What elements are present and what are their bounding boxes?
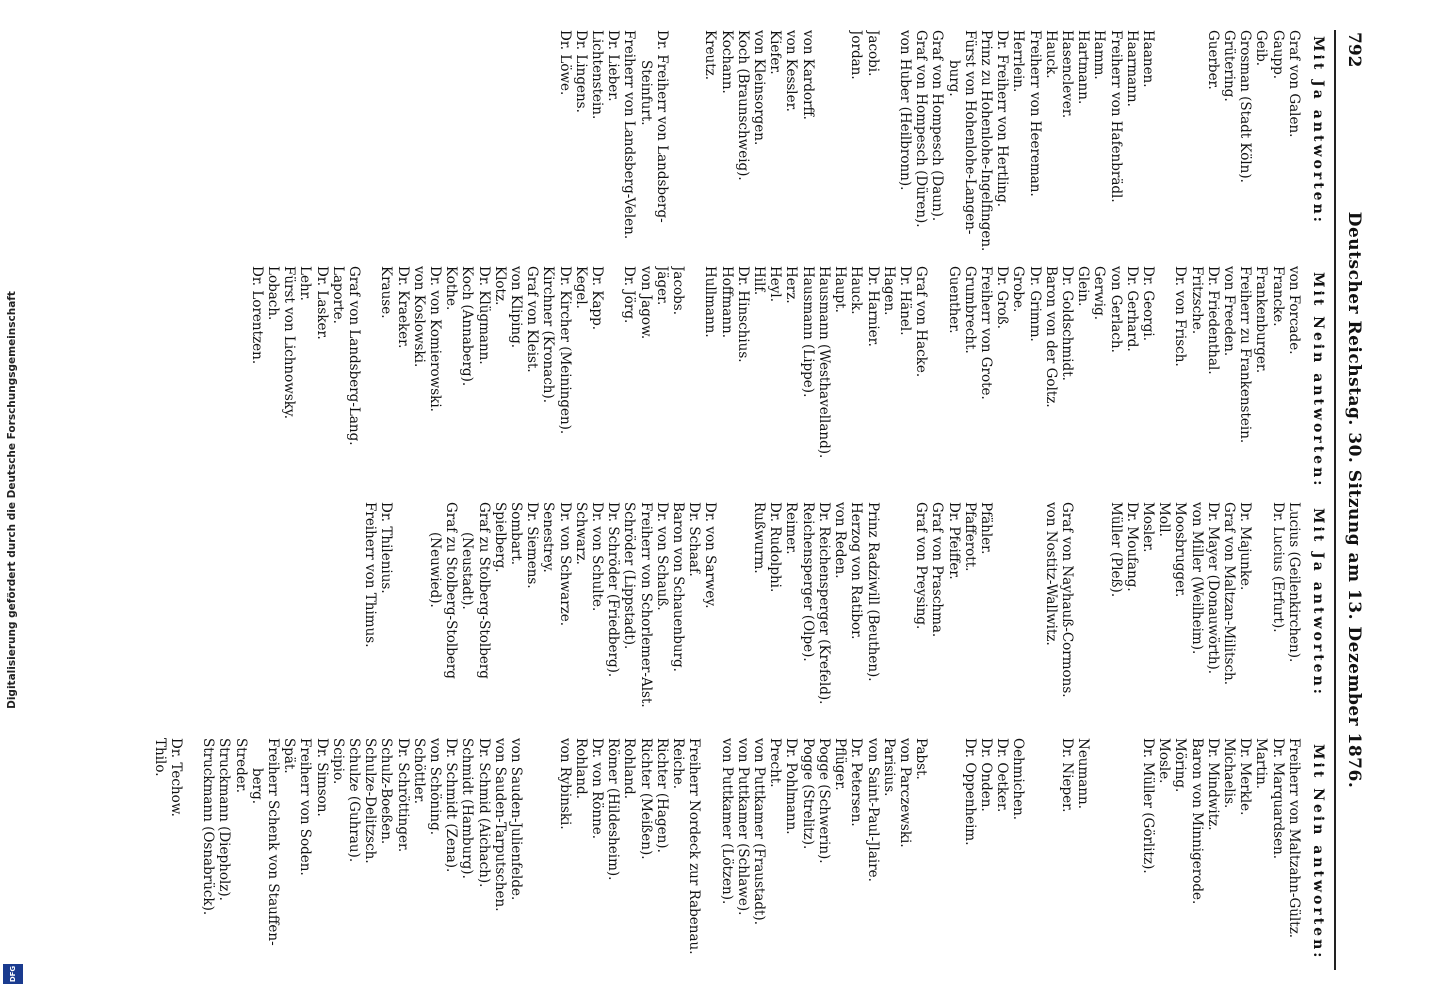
list-item: Dr. Petersen. (848, 738, 865, 827)
list-item: Dr. Lieber. (605, 30, 622, 102)
dfg-logo: DFG (3, 964, 23, 984)
list-item: von Freeden. (1220, 266, 1237, 357)
list-item: Heyl. (767, 266, 784, 302)
list-item: Dr. Hänel. (896, 266, 913, 336)
list-item: von Reden. (832, 502, 849, 579)
list-item: Dr. Lingens. (572, 30, 589, 113)
list-item: Laporte. (329, 266, 346, 324)
list-item: Jacobs. (670, 266, 687, 316)
list-item (1043, 738, 1059, 966)
column-nein-left (249, 266, 1326, 494)
list-item: Grosman (Stadt Köln). (1237, 30, 1254, 183)
list-item: Pfafferott. (961, 502, 978, 572)
list-item: Martin. (1253, 738, 1270, 790)
list-item: berg. (248, 768, 265, 805)
list-item: Fürst von Lichnowsky. (281, 266, 298, 420)
list-item: Gerwig. (1091, 266, 1108, 321)
list-item (718, 502, 734, 730)
list-item: Parisius. (880, 738, 897, 797)
list-item (184, 738, 200, 966)
list-item: Dr. von Rönne. (589, 738, 606, 840)
list-item: Graf zu Stolberg-Stolberg (475, 502, 492, 679)
list-item: Fürst von Hohenlohe-Langen- (961, 30, 978, 235)
list-item (816, 30, 832, 258)
list-item (686, 30, 702, 258)
list-item (362, 266, 378, 494)
list-item (897, 502, 913, 730)
list-item (945, 738, 961, 966)
list-item: Grütering. (1220, 30, 1237, 102)
list-item: Graf von Nayhauß-Cormons. (1058, 502, 1075, 698)
list-item: Dr. Mindwitz. (1204, 738, 1221, 831)
list-item: Dr. Oppenheim. (961, 738, 978, 846)
list-item: Jacobi. (864, 30, 881, 77)
list-item: Hauck. (1042, 30, 1059, 79)
list-item: von Rybinski. (556, 738, 573, 830)
list-item: von Parczewski. (896, 738, 913, 848)
list-item: Guerber. (1204, 30, 1221, 90)
list-item (1156, 30, 1172, 258)
list-item: Hamm. (1091, 30, 1108, 80)
list-item: Kreutz. (702, 30, 719, 81)
list-item: von Nostitz-Wallwitz. (1042, 502, 1059, 646)
list-item: von Kessler. (783, 30, 800, 112)
list-item: Jordan. (848, 30, 865, 80)
list-item: Spät. (281, 738, 298, 774)
document-page (66, 30, 1366, 970)
list-item: Neumann. (1075, 738, 1092, 810)
list-item: Schulze (Guhrau). (346, 738, 363, 863)
section-heading: Mit Ja antworten: (1310, 36, 1326, 225)
list-item: von Huber (Heilbronn). (896, 30, 913, 191)
list-item: Dr. Marquardsen. (1269, 738, 1286, 860)
list-item: von Kardorff. (799, 30, 816, 120)
list-item: von Jagow. (637, 266, 654, 340)
column-ja-left (556, 30, 1326, 258)
list-item: Moosbrugger. (1172, 502, 1189, 598)
name-list (556, 30, 1301, 258)
list-item: Dr. Kapp. (589, 266, 606, 331)
list-item: Mosle. (1156, 738, 1173, 784)
page-footer (0, 18, 24, 982)
list-item: Graf von Hompesch (Daun). (929, 30, 946, 222)
list-item: Glein. (1075, 266, 1092, 307)
list-item: Dr. Merkle. (1237, 738, 1254, 816)
list-item: Kochann. (718, 30, 735, 94)
list-item: Reimer. (783, 502, 800, 555)
list-item (524, 738, 540, 966)
list-item: Dr. von Schwarze. (556, 502, 573, 627)
list-item (1026, 738, 1042, 966)
list-item: Dr. Onden. (977, 738, 994, 812)
list-item: Lucius (Geilenkirchen). (1285, 502, 1302, 663)
list-item (832, 30, 848, 258)
list-item: Hauck. (848, 266, 865, 315)
list-item: Dr. Schaaf. (686, 502, 703, 577)
list-item: Pflüger. (832, 738, 849, 791)
list-item: Guenther. (945, 266, 962, 334)
list-item: Dr. Mayer (Donauwörth). (1204, 502, 1221, 675)
list-item: Dr. Freiherr von Landsberg- (653, 30, 670, 223)
list-item: Hullmann. (702, 266, 719, 338)
list-item: Graf von Galen. (1285, 30, 1302, 138)
list-item: Lehr. (297, 266, 314, 301)
list-item: Schmidt (Hamburg). (459, 738, 476, 879)
list-item: Dr. Lasker. (313, 266, 330, 340)
list-item: Senestrey. (540, 502, 557, 573)
list-item: Herrlein. (1010, 30, 1027, 93)
list-item: Moll. (1156, 502, 1173, 537)
page-header (1334, 30, 1366, 970)
list-item: Freiherr von Maltzahn-Gültz. (1285, 738, 1302, 939)
list-item (994, 502, 1010, 730)
list-item: von Puttkamer (Schlawe). (734, 738, 751, 916)
list-item: Graf von Maltzan-Militsch. (1220, 502, 1237, 686)
list-item: Dr. Simson. (313, 738, 330, 817)
list-item: Müller (Pleß). (1107, 502, 1124, 598)
list-item: Pogge (Strelitz). (799, 738, 816, 850)
list-item: Herz. (783, 266, 800, 304)
list-item: Graf von Preysing. (913, 502, 930, 630)
list-item: Oehmichen. (1010, 738, 1027, 821)
funding-note: Digitalisierung gefördert durch die Deutsche Forschungsgemeinschaft (6, 291, 18, 709)
list-item: Dr. Hinschius. (734, 266, 751, 363)
list-item: Dr. Pohlmann. (783, 738, 800, 835)
list-item (670, 30, 686, 258)
list-item: Hausmann (Lippe). (799, 266, 816, 398)
list-item: Streder. (232, 738, 249, 794)
list-item: Graf von Hompesch (Düren). (913, 30, 930, 228)
list-item: Dr. von Frisch. (1172, 266, 1189, 367)
list-item: burg. (945, 60, 962, 97)
column-nein-right (151, 738, 1326, 966)
list-item: Kirchner (Kronach). (540, 266, 557, 404)
list-item: Dr. Groß. (994, 266, 1011, 330)
list-item: Dr. Jörg. (621, 266, 638, 324)
list-item (929, 738, 945, 966)
list-item: Dr. von Komierowski. (427, 266, 444, 412)
list-item: Geib. (1253, 30, 1270, 67)
list-item: Michaelis. (1220, 738, 1237, 809)
list-item: Kegel. (572, 266, 589, 309)
list-item: Dr. Rudolphi. (767, 502, 784, 593)
list-item: Dr. Schröder (Friedberg). (605, 502, 622, 678)
list-item: Dr. Nieper. (1058, 738, 1075, 813)
list-item: Pabst. (913, 738, 930, 780)
list-item (929, 266, 945, 494)
list-item: Dr. Siemens. (524, 502, 541, 589)
list-item (1026, 502, 1042, 730)
list-item: von Sauden-Tarputschen. (491, 738, 508, 912)
list-item: von Gerlach. (1107, 266, 1124, 353)
list-item: Dr. Kraeker. (394, 266, 411, 349)
list-item: Baron von Schauenburg. (670, 502, 687, 672)
list-item: Lobach. (265, 266, 281, 321)
list-item: Dr. Müller (Görlitz). (1139, 738, 1156, 874)
list-item: Graf von Landsberg-Lang. (346, 266, 363, 446)
list-item: Lichtenstein. (589, 30, 606, 120)
list-item: Dr. Friedenthal. (1204, 266, 1221, 375)
list-item: Freiherr von Heereman. (1026, 30, 1043, 197)
list-item: Freiherr von Thimus. (362, 502, 379, 648)
list-item: Graf von Hacke. (913, 266, 930, 378)
list-item: Dr. Thilenius. (378, 502, 395, 594)
list-item: Dr. von Schulte. (589, 502, 606, 612)
list-item: Dr. Techow. (167, 738, 184, 817)
list-item (1075, 502, 1091, 730)
list-item: Steinfurt. (637, 60, 654, 126)
list-item (1253, 502, 1269, 730)
list-item: Dr. Georgi. (1139, 266, 1156, 341)
list-item: von Puttkamer (Lötzen). (718, 738, 735, 905)
list-item: Pfähler. (977, 502, 994, 555)
list-item (605, 266, 621, 494)
name-list (151, 738, 1301, 966)
list-item: Haarmann. (1123, 30, 1140, 107)
section-heading: Mit Nein antworten: (1310, 272, 1326, 489)
list-item (1010, 502, 1026, 730)
list-item: Herzog von Ratibor. (848, 502, 865, 640)
list-item: von Koslowski. (410, 266, 427, 368)
list-item: Freiherr Nordeck zur Rabenau. (686, 738, 703, 955)
list-item: Reiche. (670, 738, 687, 790)
list-item (394, 502, 410, 730)
list-item: Baron von der Goltz. (1042, 266, 1059, 408)
list-item: Dr. von Schauß. (653, 502, 670, 611)
list-item: Dr. Oetker. (994, 738, 1011, 813)
list-item: Haanen. (1139, 30, 1156, 88)
list-item: von Schöning. (427, 738, 444, 836)
list-item: Haupt. (832, 266, 849, 313)
list-item: Fritzsche. (1188, 266, 1205, 335)
list-item (702, 738, 718, 966)
list-item: Schwarz. (572, 502, 589, 565)
list-item: Dr. Grimm. (1026, 266, 1043, 342)
list-item: Dr. Kircher (Meiningen). (556, 266, 573, 435)
list-item: Grobe. (1010, 266, 1027, 313)
list-item: Krause. (378, 266, 395, 319)
list-item: Graf zu Stolberg-Stolberg (443, 502, 460, 679)
list-item (686, 266, 702, 494)
list-item: Koch (Braunschweig). (734, 30, 751, 181)
list-item: Gaupp. (1269, 30, 1286, 80)
list-item: Dr. Freiherr von Hertling. (994, 30, 1011, 208)
list-item: Dr. Schmid (Aichach). (475, 738, 492, 888)
list-item: Dr. Schmidt (Zena). (443, 738, 460, 873)
list-item: Dr. Schröttinger. (394, 738, 411, 853)
list-item: Klotz. (491, 266, 508, 306)
list-item: Dr. Löwe. (556, 30, 573, 96)
list-item: Jäger. (653, 266, 670, 306)
list-item: Spielberg. (491, 502, 508, 573)
list-item: Sombart. (508, 502, 525, 566)
list-item: Freiherr von Landsberg-Velen. (621, 30, 638, 240)
list-item: Dr. Lorentzen. (248, 266, 265, 365)
list-item: Hagen. (880, 266, 897, 316)
list-item: Hoffmann. (718, 266, 735, 339)
list-item: (Neustadt). (459, 532, 476, 610)
upper-half (151, 30, 1326, 970)
list-item: Schöttler. (410, 738, 427, 805)
list-item: Prinz zu Hohenlohe-Ingelfingen. (977, 30, 994, 252)
list-item: Schulz-Boeßen. (378, 738, 395, 845)
page-number: 792 (1344, 32, 1364, 68)
section-heading: Mit Nein antworten: (1310, 744, 1326, 961)
list-item: von Saint-Paul-Jlaire. (864, 738, 881, 882)
list-item (411, 502, 427, 730)
list-item: Francke. (1269, 266, 1286, 327)
list-item: von Sauden-Julienfelde. (508, 738, 525, 901)
list-item: Richter (Hagen). (653, 738, 670, 853)
list-item: Dr. Gerhard. (1123, 266, 1140, 352)
list-item: Rußwurm. (751, 502, 768, 574)
list-item: Freiherr von Soden. (297, 738, 314, 876)
list-item (1188, 30, 1204, 258)
list-item: Hausmann (Westhavelland). (815, 266, 832, 459)
list-item: Graf von Kleist. (524, 266, 541, 373)
list-item: Pogge (Schwerin). (815, 738, 832, 864)
list-item (1107, 738, 1123, 966)
list-item: von Kliping. (508, 266, 525, 349)
list-item: Graf von Praschma. (929, 502, 946, 638)
list-item: Dr. Harnier. (864, 266, 881, 347)
list-item (1091, 738, 1107, 966)
list-item: Kothe. (443, 266, 460, 311)
page-title: Deutscher Reichstag. 30. Sitzung am 13. Dezember 1876. (1344, 211, 1364, 789)
list-item (881, 502, 897, 730)
list-item: Freiherr von Hafenbrädl. (1107, 30, 1124, 203)
list-item: Freiherr von Schorlemer-Alst. (637, 502, 654, 708)
list-item: Freiherr zu Frankenstein. (1237, 266, 1254, 444)
list-item: Scipio. (329, 738, 346, 785)
list-item: Dr. Klügmann. (475, 266, 492, 365)
column-ja-right (362, 502, 1326, 730)
list-item: Hilf. (751, 266, 768, 296)
list-item: Schulze-Delitzsch. (362, 738, 379, 864)
list-item: Dr. Pfeiffer. (945, 502, 962, 580)
list-item: Römer (Hildesheim). (605, 738, 622, 881)
list-item: Schröder (Lippstadt). (621, 502, 638, 650)
list-item: Baron von Minnigerode. (1188, 738, 1205, 905)
list-item (1172, 30, 1188, 258)
list-item: von Miller (Weilheim). (1188, 502, 1205, 655)
list-item (1156, 266, 1172, 494)
list-item: Richter (Meißen). (637, 738, 654, 860)
list-item: Prinz Radziwill (Beuthen). (864, 502, 881, 682)
list-item (540, 738, 556, 966)
list-item: Frankenburger. (1253, 266, 1270, 374)
list-item: Struckmann (Osnabrück). (200, 738, 217, 916)
list-item: Mosler. (1139, 502, 1156, 553)
list-item: Dr. Lucius (Erfurt). (1269, 502, 1286, 633)
list-item: Dr. Majunke. (1237, 502, 1254, 591)
section-heading: Mit Ja antworten: (1310, 508, 1326, 697)
list-item (881, 30, 897, 258)
list-item: Freiherr Schenk von Stauffen- (265, 738, 281, 946)
list-item: (Neuwied). (427, 532, 444, 608)
list-item (1124, 738, 1140, 966)
list-item: Freiherr von Grote. (977, 266, 994, 400)
list-item (1091, 502, 1107, 730)
list-item: Dr. Reichensperger (Krefeld). (815, 502, 832, 705)
list-item: Precht. (767, 738, 784, 788)
list-item: Möring. (1172, 738, 1189, 793)
list-item: Grumbrecht. (961, 266, 978, 354)
list-item: Koch (Annaberg). (459, 266, 476, 387)
list-item: Reichensperger (Olpe). (799, 502, 816, 662)
list-item (735, 502, 751, 730)
name-list (249, 266, 1302, 494)
list-item: von Puttkamer (Fraustadt). (751, 738, 768, 925)
list-item: von Kleinsorgen. (751, 30, 768, 146)
list-item: Hartmann. (1075, 30, 1092, 105)
list-item: Dr. Moufang. (1123, 502, 1140, 592)
list-item: Hasenclever. (1058, 30, 1075, 119)
list-item: Kiefer. (767, 30, 784, 75)
list-item: von Forcade. (1285, 266, 1302, 355)
list-item: Struckmann (Diepholz). (216, 738, 233, 901)
list-item: Dr. Goldschmidt. (1058, 266, 1075, 381)
list-item: Rohland. (572, 738, 589, 799)
list-item: Rohland. (621, 738, 638, 799)
list-item: Thilo. (151, 738, 168, 777)
name-list (362, 502, 1302, 730)
list-item: Dr. von Sarwey. (702, 502, 719, 609)
